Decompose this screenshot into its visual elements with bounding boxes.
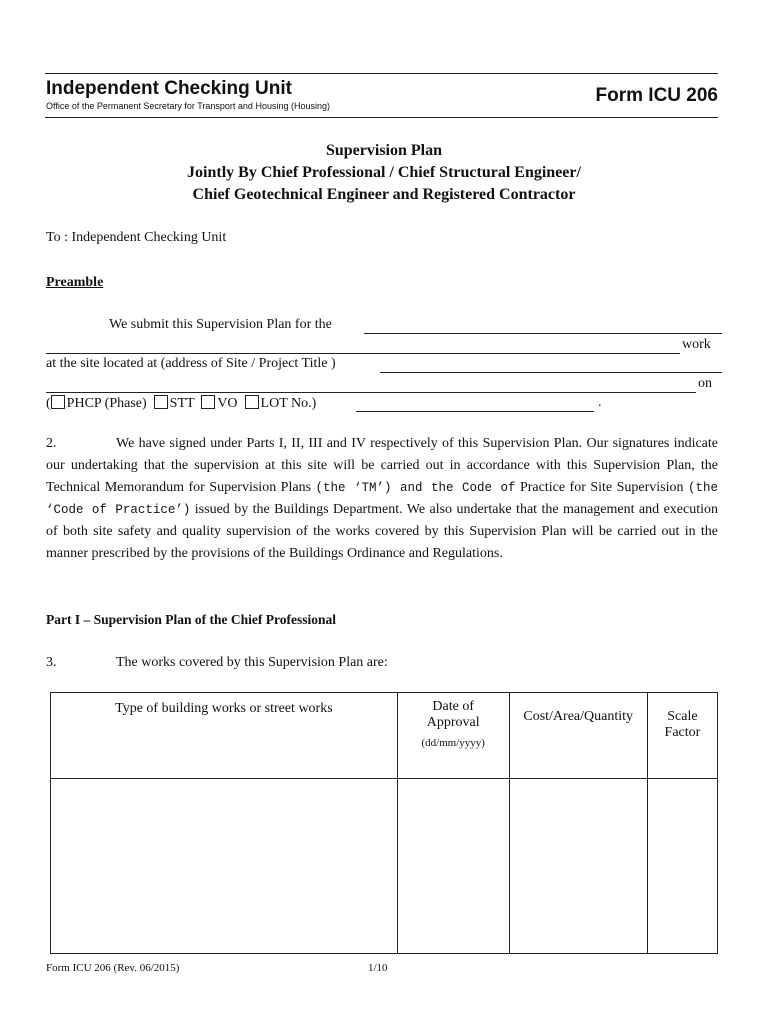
paragraph-2 [46,433,718,565]
col-header-date [397,693,509,779]
para-2-text-e: issued by the Buildings Department. We also undertake that the management and execution of both site safety and quality supervision of the works covered by this Supervision Plan will be carried out in the manner prescribed by the provisions of the Buildings Ordinance and Regulations. [46,502,718,561]
site-address-field-continued[interactable] [46,392,696,393]
col-header-scale-line1: Scale [667,709,698,724]
col-header-scale [647,693,717,779]
works-type-cell[interactable] [51,779,398,954]
form-number: Form ICU 206 [595,85,718,106]
org-name: Independent Checking Unit [46,78,292,99]
on-suffix: on [698,376,712,391]
stt-checkbox[interactable] [154,395,168,409]
preamble-line-2: at the site located at (address of Site / Project Title ) [46,356,336,371]
cost-cell[interactable] [509,779,647,954]
scale-cell[interactable] [647,779,717,954]
para-2-text-c: Practice for Site Supervision [515,480,688,495]
works-table [50,692,718,954]
lot-checkbox[interactable] [245,395,259,409]
para-2-number: 2. [46,436,57,451]
para-2-cop-ref: (the ‘Code of Practice’) [46,481,719,517]
open-paren: ( [46,396,51,411]
stt-label: STT [169,396,195,411]
footer-page-number: 1/10 [368,962,388,974]
site-address-field[interactable] [380,372,722,373]
office-name: Office of the Permanent Secretary for Transport and Housing (Housing) [46,101,330,111]
para-3-text: The works covered by this Supervision Plan are: [116,655,388,670]
col-header-date-line1: Date of [432,699,474,714]
vo-label: VO [217,396,238,411]
table-row [51,779,718,954]
work-suffix: work [682,337,711,352]
preamble-line-1: We submit this Supervision Plan for the [109,317,332,332]
phcp-label: PHCP (Phase) [66,396,147,411]
options-end: . [598,395,602,410]
col-header-scale-line2: Factor [664,725,701,740]
col-header-works-type-text: Type of building works or street works [115,701,333,716]
col-header-date-format: (dd/mm/yyyy) [421,737,485,749]
addressee: To : Independent Checking Unit [46,230,227,245]
lot-label: LOT No.) [260,396,317,411]
para-3-number: 3. [46,655,57,670]
contract-options [46,395,316,412]
work-type-field-continued[interactable] [46,353,680,354]
col-header-cost-text: Cost/Area/Quantity [523,709,634,724]
date-cell[interactable] [397,779,509,954]
vo-checkbox[interactable] [201,395,215,409]
col-header-cost [509,693,647,779]
header-bottom-rule [45,117,718,118]
col-header-works-type [51,693,398,779]
lot-number-field[interactable] [356,411,594,412]
phcp-checkbox[interactable] [51,395,65,409]
title-line-3: Chief Geotechnical Engineer and Registered Contractor [192,186,576,203]
col-header-date-line2: Approval [426,715,480,730]
work-type-field[interactable] [364,333,722,334]
para-2-text-a: We have signed under Parts I, II, III and IV respectively of this Supervision Plan. Our signatures indicate our undertaking that the supervision at this site will be carried out in accordance with this Supervision Plan, the Technical Memorandum for Supervision Plans [46,436,718,495]
part-1-heading: Part I – Supervision Plan of the Chief Professional [46,612,336,627]
title-line-2: Jointly By Chief Professional / Chief Structural Engineer/ [187,164,581,181]
title-line-1: Supervision Plan [325,142,443,159]
header-top-rule [45,73,718,74]
footer-form-rev: Form ICU 206 (Rev. 06/2015) [46,962,180,974]
para-2-tm-ref: (the ‘TM’) and the Code of [315,481,516,495]
table-header-row [51,693,718,779]
preamble-heading: Preamble [46,275,104,290]
